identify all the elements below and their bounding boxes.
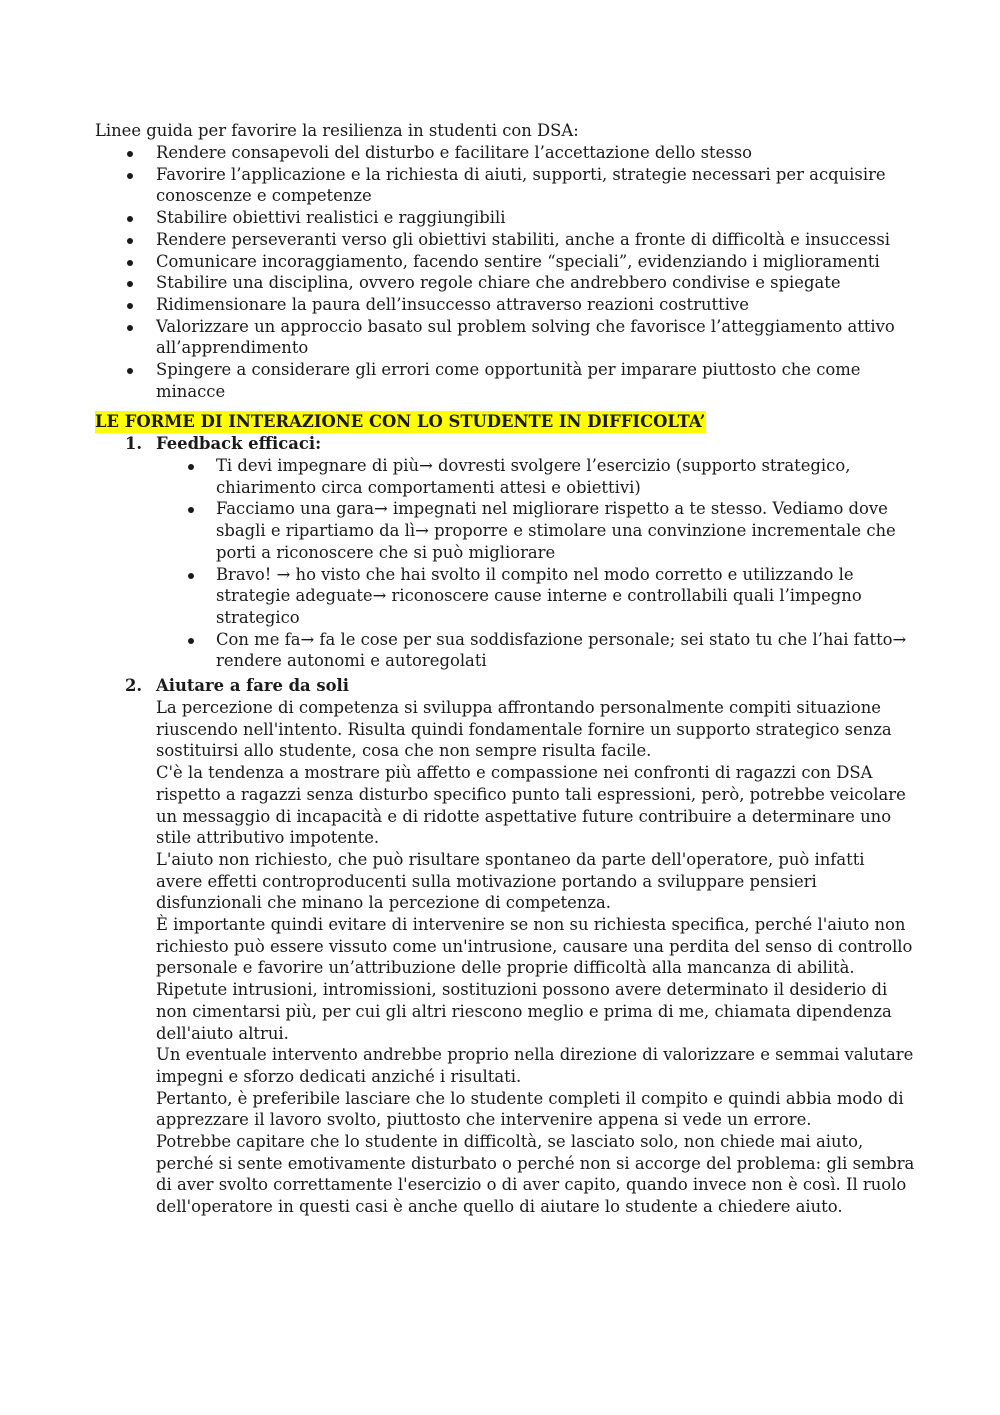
bullet-icon [188, 507, 194, 513]
bullet-icon [127, 151, 133, 157]
section-heading: LE FORME DI INTERAZIONE CON LO STUDENTE IN DIFFICOLTA’ [95, 412, 706, 431]
resilience-guidelines-list [95, 142, 915, 402]
list-item: Ridimensionare la paura dell’insuccesso attraverso reazioni costruttive [95, 294, 915, 316]
bullet-icon [188, 464, 194, 470]
paragraph: Potrebbe capitare che lo studente in difficoltà, se lasciato solo, non chiede mai aiuto, perché si sente emotivamente disturbato o perché non si accorge del problema: gli sembra di aver svolto correttamente l'esercizio o di aver capito, quando invece non è così. Il ruolo dell'operatore in questi casi è anche quello di aiutare lo studente a chiedere aiuto. [156, 1132, 915, 1217]
list-item: Spingere a considerare gli errori come opportunità per imparare piuttosto che come minacce [95, 359, 915, 402]
bullet-icon [127, 281, 133, 287]
list-item: Rendere consapevoli del disturbo e facilitare l’accettazione dello stesso [95, 142, 915, 164]
paragraph: C'è la tendenza a mostrare più affetto e compassione nei confronti di ragazzi con DSA rispetto a ragazzi senza disturbo specifico punto tali espressioni, però, potrebbe veicolare un messaggio di incapacità e di ridotte aspettative future contribuire a determinare uno stile attributivo impotente. [156, 763, 906, 848]
help-body [156, 697, 916, 1218]
paragraph: Ripetute intrusioni, intromissioni, sostituzioni possono avere determinato il desiderio di non cimentarsi più, per cui gli altri riescono meglio e prima di me, chiamata dipendenza dell'aiuto altrui. [156, 980, 892, 1043]
paragraph: Pertanto, è preferibile lasciare che lo studente completi il compito e quindi abbia modo di apprezzare il lavoro svolto, piuttosto che intervenire appena si vede un errore. [156, 1088, 904, 1130]
help-heading [125, 675, 349, 697]
bullet-icon [188, 638, 194, 644]
list-item: Rendere perseveranti verso gli obiettivi stabiliti, anche a fronte di difficoltà e insuccessi [95, 229, 915, 251]
list-item: Favorire l’applicazione e la richiesta di aiuti, supporti, strategie necessari per acquisire conoscenze e competenze [95, 164, 915, 207]
bullet-icon [127, 368, 133, 374]
list-item: Facciamo una gara→ impegnati nel migliorare rispetto a te stesso. Vediamo dove sbagli e ripartiamo da lì→ proporre e stimolare una convinzione incrementale che porti a riconoscere che si può migliorare [156, 498, 916, 563]
feedback-heading [125, 433, 321, 455]
intro-title: Linee guida per favorire la resilienza in studenti con DSA: [95, 121, 579, 140]
list-item: Ti devi impegnare di più→ dovresti svolgere l’esercizio (supporto strategico, chiarimento circa comportamenti attesi e obiettivi) [156, 455, 916, 498]
help-title: Aiutare a fare da soli [156, 676, 349, 695]
bullet-icon [127, 325, 133, 331]
list-item: Stabilire una disciplina, ovvero regole chiare che andrebbero condivise e spiegate [95, 272, 915, 294]
bullet-icon [188, 573, 194, 579]
list-item: Comunicare incoraggiamento, facendo sentire “speciali”, evidenziando i miglioramenti [95, 251, 915, 273]
paragraph: L'aiuto non richiesto, che può risultare spontaneo da parte dell'operatore, può infatti avere effetti controproducenti sulla motivazione portando a sviluppare pensieri disfunzionali che minano la percezione di competenza. [156, 849, 865, 913]
feedback-title: Feedback efficaci: [156, 434, 322, 453]
paragraph: La percezione di competenza si sviluppa affrontando personalmente compiti situazione riuscendo nell'intento. Risulta quindi fondamentale fornire un supporto strategico senza sostituirsi allo studente, cosa che non sempre risulta facile. [156, 698, 892, 761]
list-item: Bravo! → ho visto che hai svolto il compito nel modo corretto e utilizzando le strategie adeguate→ riconoscere cause interne e controllabili quali l’impegno strategico [156, 564, 916, 629]
feedback-number: 1. [125, 434, 143, 453]
feedback-list [156, 455, 916, 672]
bullet-icon [127, 260, 133, 266]
bullet-icon [127, 173, 133, 179]
help-number: 2. [125, 676, 143, 695]
bullet-icon [127, 238, 133, 244]
list-item: Stabilire obiettivi realistici e raggiungibili [95, 207, 915, 229]
bullet-icon [127, 216, 133, 222]
paragraph: Un eventuale intervento andrebbe proprio nella direzione di valorizzare e semmai valutare impegni e sforzo dedicati anziché i risultati. [156, 1045, 914, 1086]
bullet-icon [127, 303, 133, 309]
paragraph: È importante quindi evitare di intervenire se non su richiesta specifica, perché l'aiuto non richiesto può essere vissuto come un'intrusione, causare una perdita del senso di controllo personale e favorire un’attribuzione delle proprie difficoltà alla mancanza di abilità. [156, 915, 913, 978]
list-item: Valorizzare un approccio basato sul problem solving che favorisce l’atteggiamento attivo all’apprendimento [95, 316, 915, 359]
list-item: Con me fa→ fa le cose per sua soddisfazione personale; sei stato tu che l’hai fatto→ rendere autonomi e autoregolati [156, 629, 916, 672]
